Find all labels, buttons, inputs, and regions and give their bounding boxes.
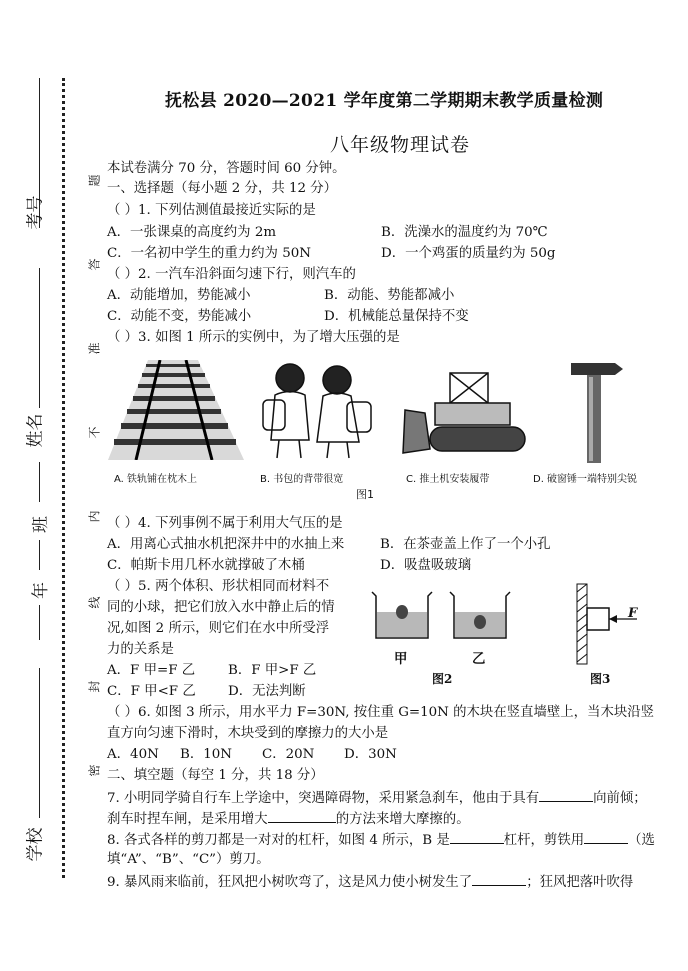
q7-line2-text-a: 刹车时捏车闸，是采用增大 bbox=[107, 812, 268, 827]
q5-line2: 同的小球，把它们放入水中静止后的情 bbox=[107, 600, 335, 615]
q1-option-c: C．一名初中学生的重力约为 50N bbox=[107, 246, 311, 261]
q7-blank-1[interactable] bbox=[539, 788, 593, 802]
beaker-jia-image bbox=[370, 590, 434, 646]
bulldozer-image bbox=[400, 365, 530, 460]
q8-line1-text-a: 8. 各式各样的剪刀都是一对对的杠杆，如图 4 所示，B 是 bbox=[107, 833, 450, 848]
fig1-caption-b: B. 书包的背带很宽 bbox=[260, 474, 344, 485]
q6-option-a: A．40N bbox=[107, 747, 159, 762]
q8-blank-1[interactable] bbox=[450, 830, 504, 844]
q4-option-d: D．吸盘吸玻璃 bbox=[380, 558, 472, 573]
q8-line1-text-b: 杠杆，剪铁用 bbox=[503, 833, 585, 848]
school-line bbox=[39, 668, 40, 818]
fig3-force-label: F bbox=[628, 606, 638, 621]
q9-blank-1[interactable] bbox=[472, 872, 526, 886]
q2-stem: （ ）2. 一汽车沿斜面匀速下行，则汽车的 bbox=[107, 267, 356, 282]
seal-char-4: 不 bbox=[87, 426, 102, 439]
fig2-label: 图2 bbox=[432, 672, 453, 686]
q5-option-d: D．无法判断 bbox=[228, 684, 306, 699]
q8-blank-2[interactable] bbox=[584, 830, 628, 844]
class-line-top bbox=[39, 462, 40, 502]
q7-line1-text-b: 向前倾； bbox=[593, 791, 647, 806]
q2-option-c: C．动能不变，势能减小 bbox=[107, 309, 252, 324]
q9-line1 bbox=[107, 872, 633, 892]
q7-line1-text-a: 7. 小明同学骑自行车上学途中，突遇障碍物，采用紧急刹车，他由于具有 bbox=[107, 791, 540, 806]
q1-option-b: B．洗澡水的温度约为 70℃ bbox=[381, 225, 548, 240]
emergency-hammer-image bbox=[565, 355, 625, 465]
q6-line1: （ ）6. 如图 3 所示，用水平力 F=30N, 按住重 G=10N 的木块在竖直墙壁上，当木块沿竖 bbox=[107, 705, 655, 720]
school-label: 学校 bbox=[25, 827, 46, 862]
fig1-caption-d: D. 破窗锤一端特别尖锐 bbox=[533, 474, 638, 485]
q9-text-b: ；狂风把落叶吹得 bbox=[526, 875, 634, 890]
grade-label: 年 bbox=[31, 582, 51, 599]
q7-line2-text-b: 的方法来增大摩擦的。 bbox=[335, 812, 470, 827]
exam-title: 抚松县 2020—2021 学年度第二学期期末教学质量检测 bbox=[165, 91, 604, 111]
q8-line1 bbox=[107, 830, 655, 850]
q1-option-a: A．一张课桌的高度约为 2m bbox=[107, 225, 277, 240]
q1-option-d: D．一个鸡蛋的质量约为 50g bbox=[381, 246, 556, 261]
q6-option-d: D．30N bbox=[344, 747, 397, 762]
fig1-label: 图1 bbox=[356, 488, 374, 501]
q7-blank-2[interactable] bbox=[268, 809, 336, 823]
seal-char-3: 准 bbox=[87, 342, 102, 355]
q7-line2 bbox=[107, 809, 470, 829]
name-label: 姓名 bbox=[25, 413, 46, 448]
seal-char-2: 答 bbox=[87, 258, 102, 271]
fig3-label: 图3 bbox=[590, 672, 611, 686]
fig2-jia: 甲 bbox=[394, 651, 408, 667]
seal-char-1: 题 bbox=[87, 174, 102, 187]
q9-text-a: 9. 暴风雨来临前，狂风把小树吹弯了，这是风力使小树发生了 bbox=[107, 875, 473, 890]
q6-option-c: C．20N bbox=[262, 747, 315, 762]
railway-track-image bbox=[108, 360, 244, 460]
wall-block-force-image bbox=[575, 582, 655, 666]
fig1-caption-a: A. 铁轨铺在枕木上 bbox=[114, 474, 198, 485]
q4-option-b: B．在茶壶盖上作了一个小孔 bbox=[380, 537, 551, 552]
seal-char-7: 封 bbox=[87, 680, 102, 693]
beaker-yi-image bbox=[448, 590, 512, 646]
seal-dotted-line bbox=[62, 78, 65, 878]
class-label: 班 bbox=[31, 516, 51, 533]
grade-line bbox=[39, 605, 40, 640]
q6-line2: 直方向匀速下滑时，木块受到的摩擦力的大小是 bbox=[107, 726, 389, 741]
exam-subtitle: 八年级物理试卷 bbox=[330, 134, 471, 156]
q5-option-b: B．F 甲>F 乙 bbox=[228, 663, 317, 678]
q5-line4: 力的关系是 bbox=[107, 642, 174, 657]
q8-line2: 填“A”、“B”、“C”）剪刀。 bbox=[107, 852, 270, 867]
q2-option-d: D．机械能总量保持不变 bbox=[324, 309, 469, 324]
q2-option-a: A．动能增加，势能减小 bbox=[107, 288, 251, 303]
q4-option-a: A．用离心式抽水机把深井中的水抽上来 bbox=[107, 537, 345, 552]
class-line-mid bbox=[39, 540, 40, 570]
q5-option-a: A．F 甲=F 乙 bbox=[107, 663, 196, 678]
section2-heading: 二、填空题（每空 1 分，共 18 分） bbox=[107, 768, 324, 783]
q1-stem: （ ）1. 下列估测值最接近实际的是 bbox=[107, 203, 316, 218]
fig1-caption-c: C. 推土机安装履带 bbox=[406, 474, 490, 485]
intro-text: 本试卷满分 70 分，答题时间 60 分钟。 bbox=[107, 161, 346, 176]
q6-option-b: B．10N bbox=[180, 747, 232, 762]
q4-option-c: C．帕斯卡用几杯水就撑破了木桶 bbox=[107, 558, 305, 573]
q8-line1-text-c: （选 bbox=[628, 833, 655, 848]
q5-line1: （ ）5. 两个体积、形状相同而材料不 bbox=[107, 579, 330, 594]
exam-no-label: 考号 bbox=[25, 195, 46, 230]
q3-stem: （ ）3. 如图 1 所示的实例中，为了增大压强的是 bbox=[107, 330, 400, 345]
name-line bbox=[39, 268, 40, 408]
q2-option-b: B．动能、势能都减小 bbox=[324, 288, 455, 303]
seal-char-8: 密 bbox=[87, 764, 102, 777]
section1-heading: 一、选择题（每小题 2 分，共 12 分） bbox=[107, 181, 338, 196]
q5-option-c: C．F 甲<F 乙 bbox=[107, 684, 196, 699]
q5-line3: 况,如图 2 所示，则它们在水中所受浮 bbox=[107, 621, 330, 636]
students-backpack-image bbox=[255, 360, 380, 460]
seal-char-5: 内 bbox=[87, 510, 102, 523]
seal-char-6: 线 bbox=[87, 596, 102, 609]
fig2-yi: 乙 bbox=[472, 651, 486, 667]
q4-stem: （ ）4. 下列事例不属于利用大气压的是 bbox=[107, 516, 343, 531]
q7-line1 bbox=[107, 788, 647, 808]
